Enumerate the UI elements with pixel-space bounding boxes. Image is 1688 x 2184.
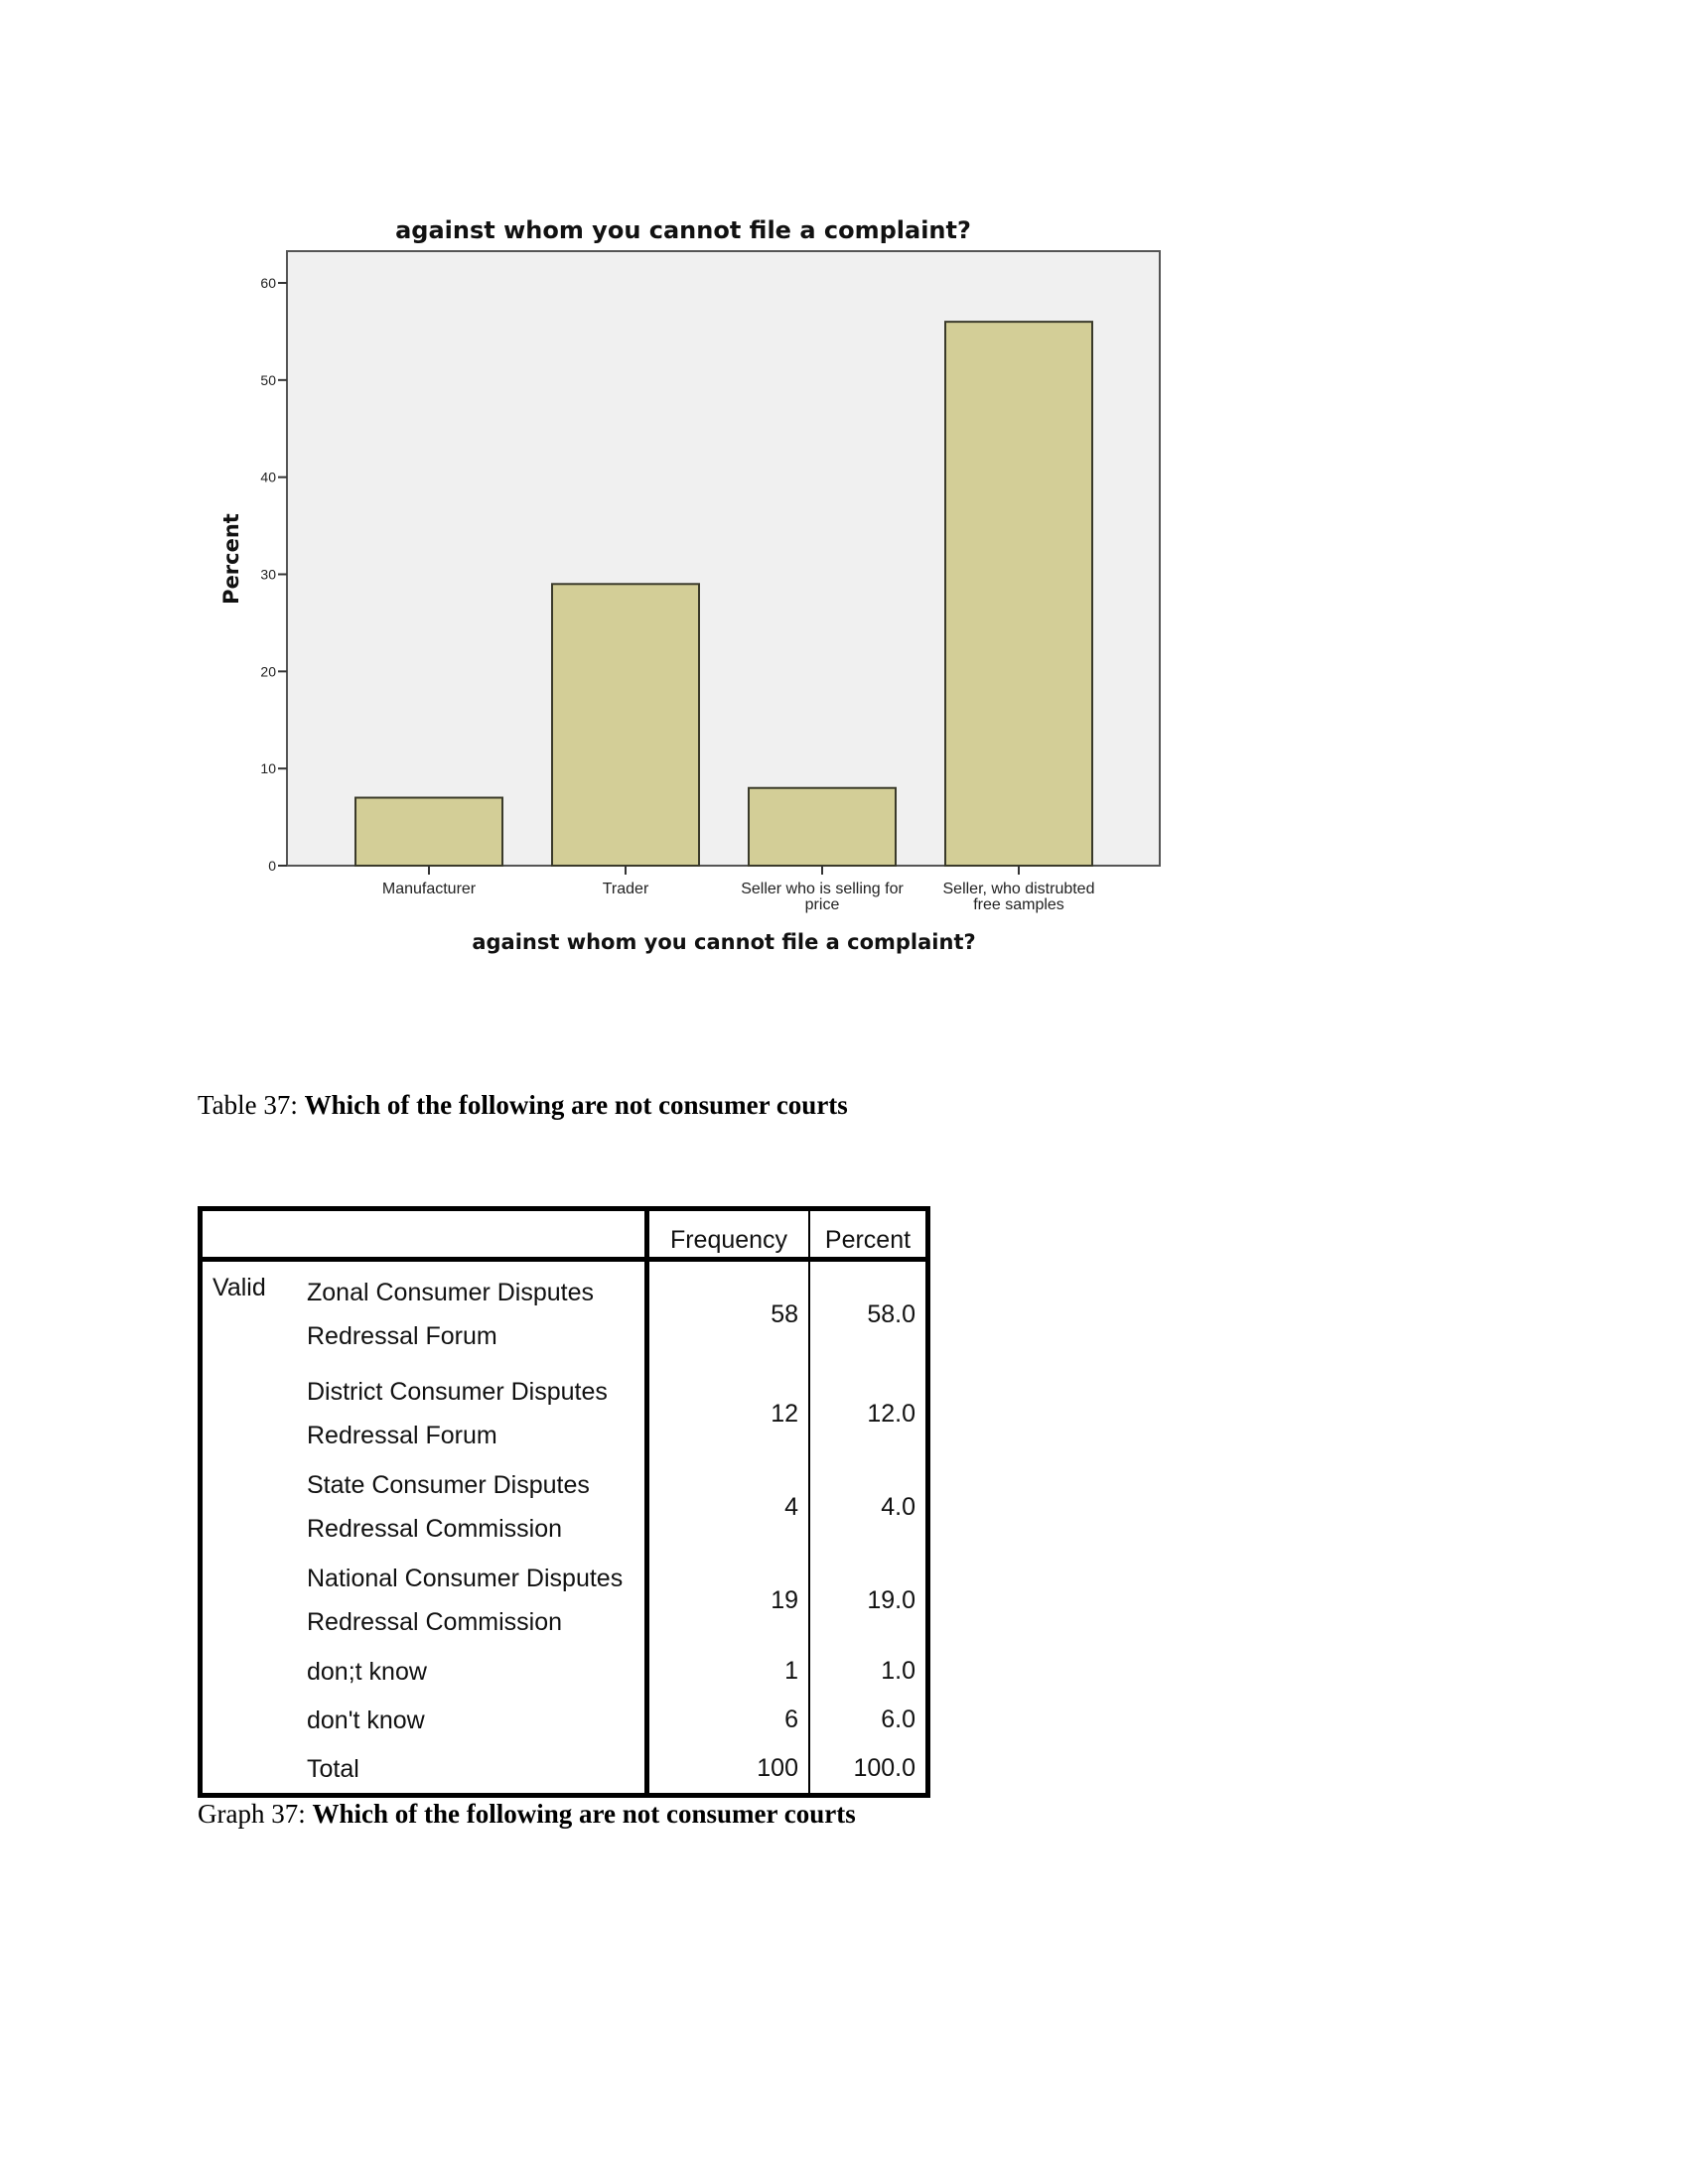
percent-cell: 58.0 [867,1299,915,1328]
row-label [297,1367,647,1460]
frequency-cell: 6 [647,1696,810,1744]
x-tick-label: price [804,896,840,913]
bar [355,798,502,866]
percent-cell: 1.0 [881,1657,915,1685]
row-label-line: don't know [307,1706,425,1734]
frequency-cell: 4 [647,1460,810,1554]
x-tick-label: Seller, who distrubted [942,881,1095,897]
row-label [297,1260,647,1368]
graph-caption-title: Which of the following are not consumer courts [312,1799,856,1829]
table-caption-prefix: Table 37: [198,1090,305,1120]
row-label [297,1744,647,1796]
row-label-line: Total [307,1754,359,1783]
header-percent: Percent [809,1209,928,1260]
header-blank-2 [297,1209,647,1260]
row-label-line: National Consumer Disputes [307,1565,624,1592]
y-tick-label: 20 [260,663,276,680]
x-tick-label: Manufacturer [381,881,477,897]
table-row [201,1460,928,1554]
frequency-cell: 19 [647,1554,810,1647]
row-label [297,1696,647,1744]
percent-cell: 100.0 [853,1754,915,1782]
frequency-cell: 12 [647,1367,810,1460]
group-label-cell [201,1460,298,1554]
group-label-cell [201,1647,298,1696]
group-label-cell [201,1696,298,1744]
table-row [201,1554,928,1647]
frequency-table [198,1206,930,1798]
y-tick-label: 40 [260,469,276,485]
y-tick-label: 50 [260,371,276,388]
graph-caption-prefix: Graph 37: [198,1799,313,1829]
frequency-cell: 100 [647,1744,810,1796]
row-label [297,1647,647,1696]
row-label-line: State Consumer Disputes [307,1471,590,1499]
group-label-cell [201,1554,298,1647]
percent-cell: 12.0 [867,1399,915,1428]
bar [552,584,699,866]
table-row [201,1696,928,1744]
group-label-cell: Valid [212,1274,266,1301]
table-row [201,1367,928,1460]
frequency-cell: 58 [647,1260,810,1368]
table-row [201,1744,928,1796]
y-axis-label: Percent [219,513,243,605]
percent-cell: 4.0 [881,1492,915,1521]
row-label [297,1554,647,1647]
bar [749,788,896,866]
graph-caption [198,1799,856,1830]
frequency-cell: 1 [647,1647,810,1696]
y-tick-label: 0 [268,858,276,874]
table-row [201,1647,928,1696]
row-label-line: don;t know [307,1657,427,1686]
bar [945,322,1092,866]
percent-cell: 6.0 [881,1706,915,1733]
x-axis-label: against whom you cannot file a complaint? [472,930,976,954]
group-label-cell [201,1744,298,1796]
x-tick-label: free samples [973,896,1064,913]
x-axis [382,866,1095,913]
row-label [297,1460,647,1554]
chart-title: against whom you cannot file a complaint? [395,216,971,244]
y-tick-label: 10 [260,760,276,777]
row-label-line: Redressal Forum [307,1322,497,1350]
y-tick-label: 60 [260,275,276,291]
x-tick-label: Trader [602,881,649,897]
y-axis [260,275,287,874]
header-frequency: Frequency [647,1209,810,1260]
percent-cell: 19.0 [867,1585,915,1614]
group-label-cell [201,1367,298,1460]
table-caption-title: Which of the following are not consumer courts [304,1090,848,1120]
table-header-row [201,1209,928,1260]
row-label-line: Redressal Commission [307,1608,563,1636]
table-caption [198,1090,848,1121]
row-label-line: District Consumer Disputes [307,1378,608,1406]
header-blank-1 [201,1209,298,1260]
row-label-line: Zonal Consumer Disputes [307,1279,595,1306]
x-tick-label: Seller who is selling for [741,881,904,897]
row-label-line: Redressal Commission [307,1515,563,1543]
y-tick-label: 30 [260,566,276,583]
bar-chart [0,0,1688,993]
table-row [201,1260,928,1368]
row-label-line: Redressal Forum [307,1422,497,1449]
